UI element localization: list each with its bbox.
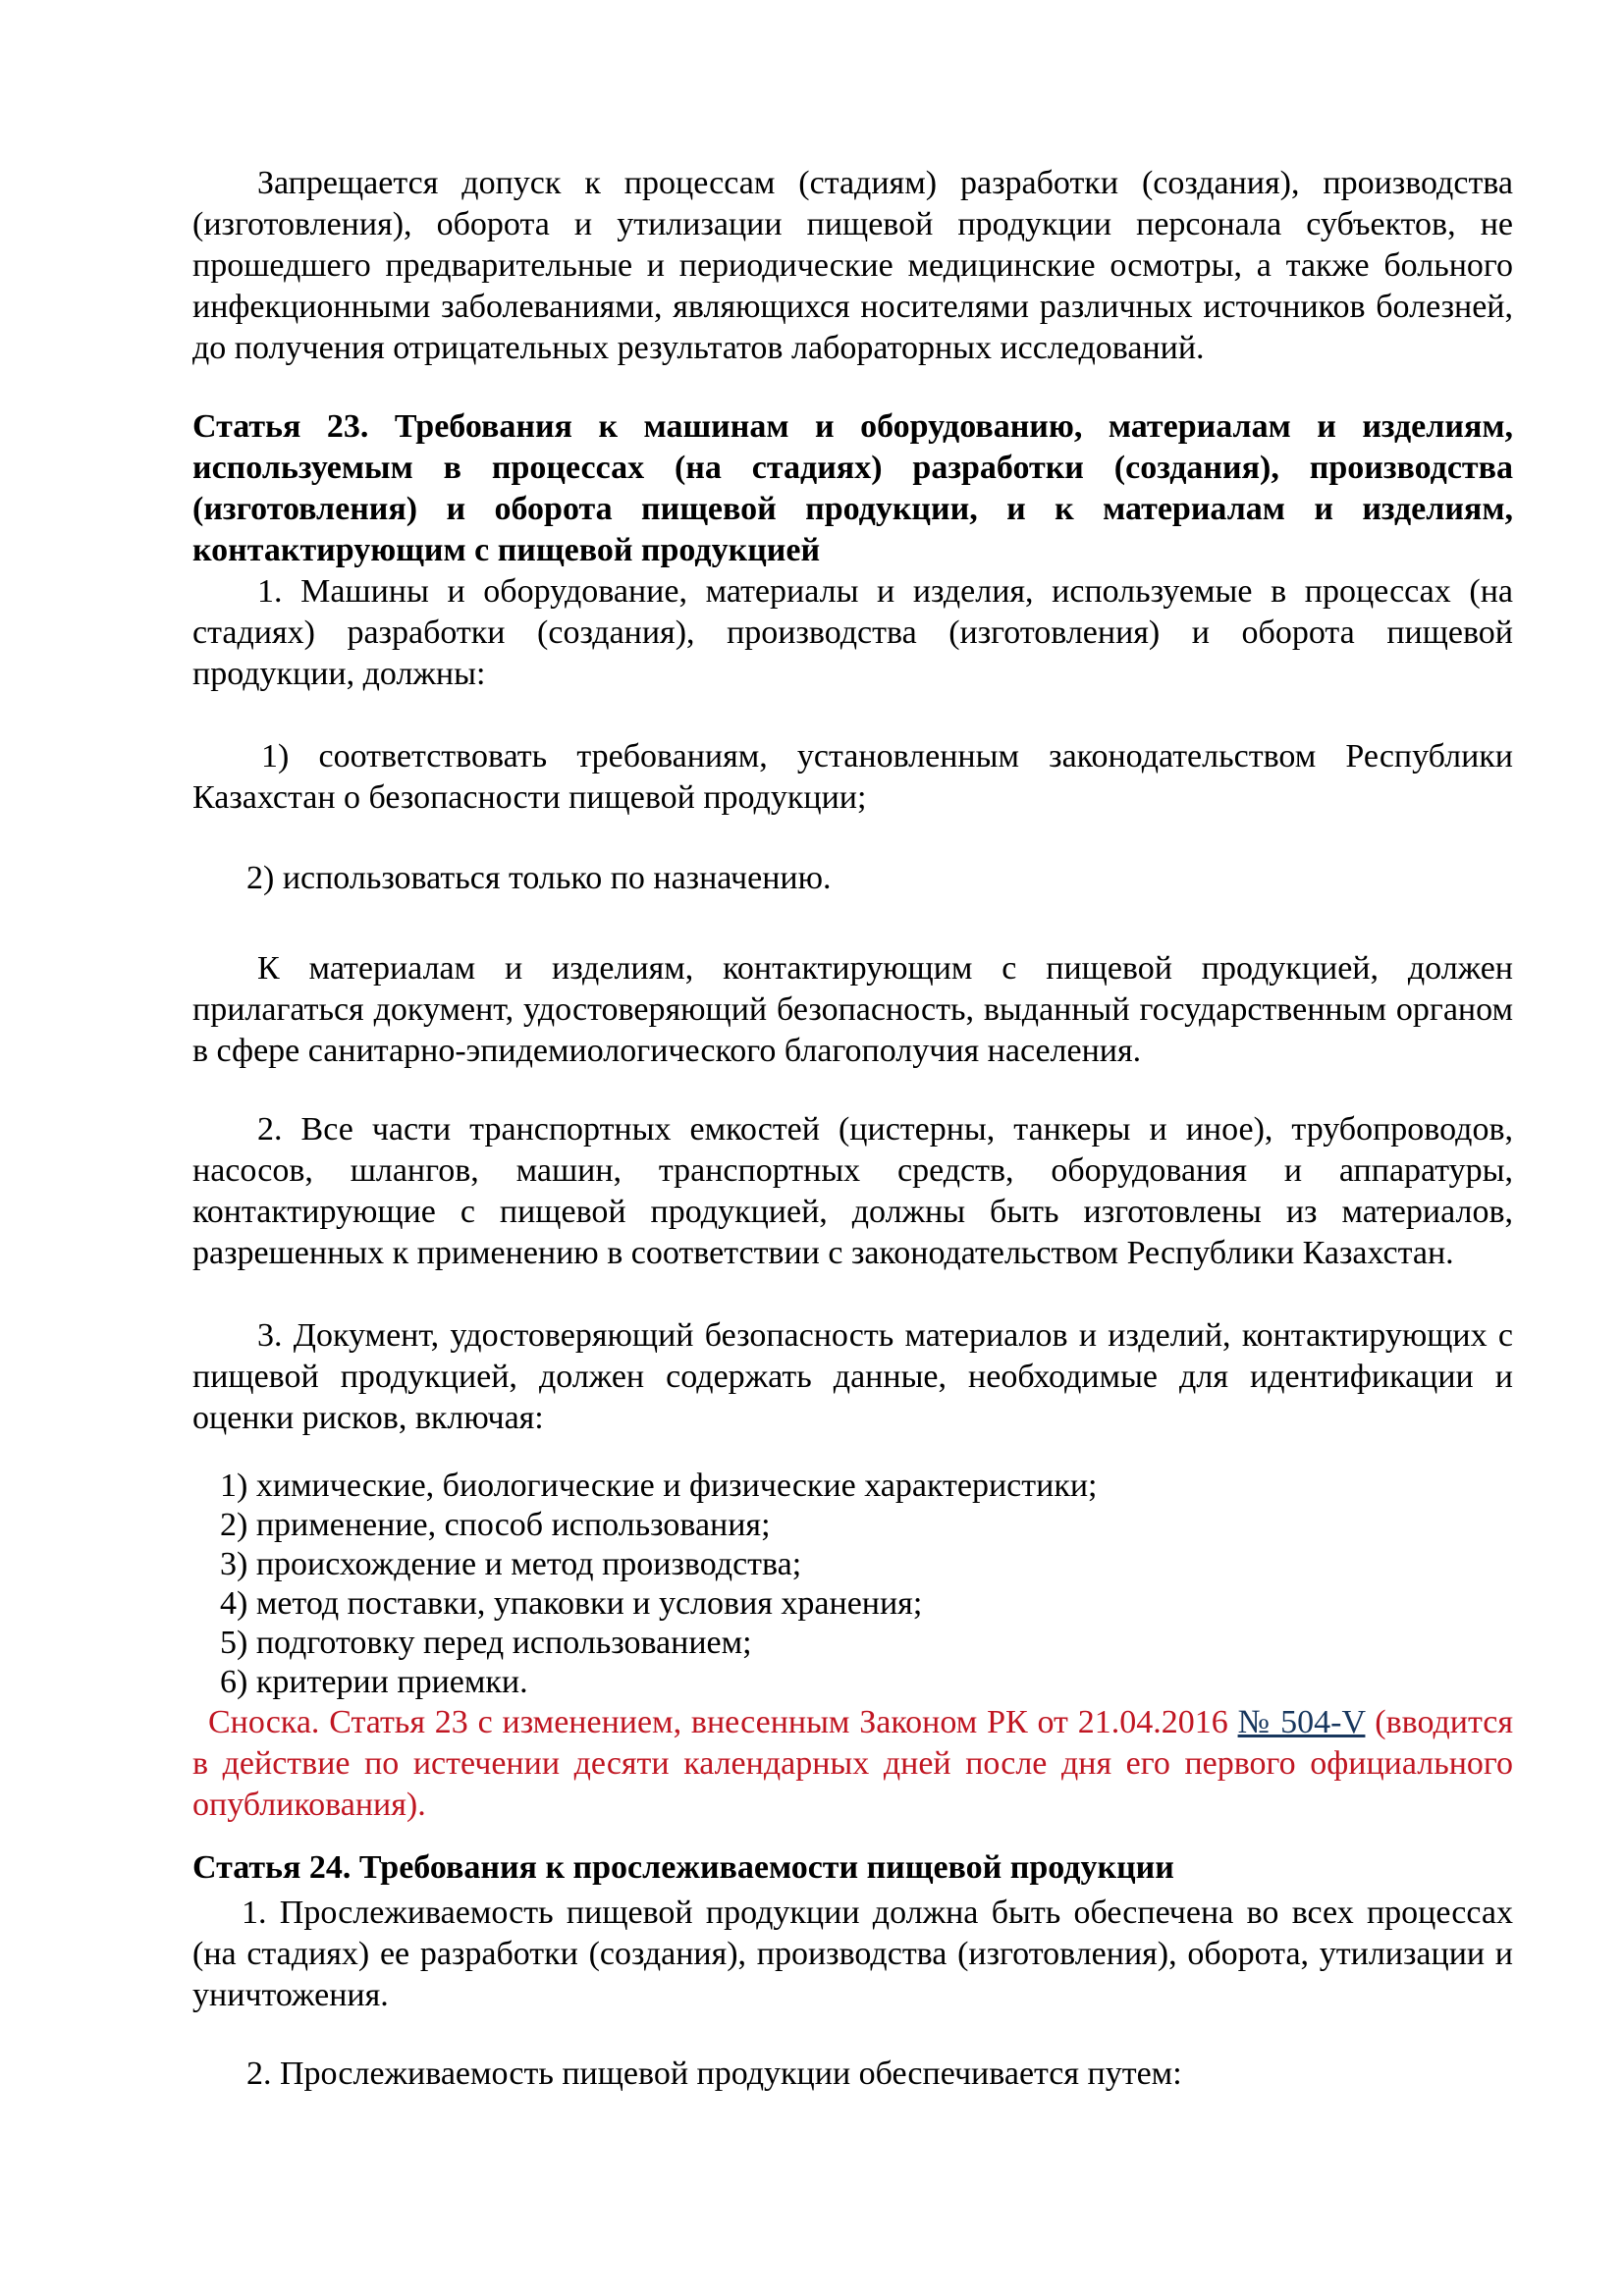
document-content xyxy=(192,163,1513,2095)
footnote-text-after-link: (вводится в действие по истечении десяти календарных дней после дня его первого официального опубликования). xyxy=(192,1704,1513,1823)
list-item: 6) критерии приемки. xyxy=(220,1664,528,1700)
list-item: 5) подготовку перед использованием; xyxy=(220,1625,752,1661)
article-23-subclause-2: 2) использоваться только по назначению. xyxy=(246,860,832,896)
article-23-clause-2: 2. Все части транспортных емкостей (цистерны, танкеры и иное), трубопроводов, насосов, шлангов, машин, транспортных средств, оборудования и аппаратуры, контактирующие с пищевой продукцией, должны быть изготовлены из материалов, разрешенных к применению в соответствии с законодательством Республики Казахстан. xyxy=(192,1111,1513,1271)
article-24-clause-2: 2. Прослеживаемость пищевой продукции обеспечивается путем: xyxy=(246,2056,1182,2092)
intro-paragraph: Запрещается допуск к процессам (стадиям) разработки (создания), производства (изготовления), оборота и утилизации пищевой продукции персонала субъектов, не прошедшего предварительные и периодические медицинские осмотры, а также больного инфекционными заболеваниями, являющихся носителями различных источников болезней, до получения отрицательных результатов лабораторных исследований. xyxy=(192,165,1513,366)
law-504-v-link[interactable]: № 504-V xyxy=(1237,1704,1366,1740)
list-item: 2) применение, способ использования; xyxy=(220,1507,771,1543)
article-23-clause-3: 3. Документ, удостоверяющий безопасность материалов и изделий, контактирующих с пищевой продукцией, должен содержать данные, необходимые для идентификации и оценки рисков, включая: xyxy=(192,1317,1513,1436)
article-23-clause-1: 1. Машины и оборудование, материалы и изделия, используемые в процессах (на стадиях) разработки (создания), производства (изготовления) и оборота пищевой продукции, должны: xyxy=(192,573,1513,692)
article-23-heading: Статья 23. Требования к машинам и оборудованию, материалам и изделиям, используемым в процессах (на стадиях) разработки (создания), производства (изготовления) и оборота пищевой продукции, и к материалам и изделиям, контактирующим с пищевой продукцией xyxy=(192,408,1513,568)
list-item: 3) происхождение и метод производства; xyxy=(220,1546,802,1582)
article-24-heading: Статья 24. Требования к прослеживаемости пищевой продукции xyxy=(192,1849,1174,1886)
footnote-text-before-link: Сноска. Статья 23 с изменением, внесенным Законом РК от 21.04.2016 xyxy=(208,1704,1238,1740)
list-item: 4) метод поставки, упаковки и условия хранения; xyxy=(220,1585,923,1622)
article-24-clause-1: 1. Прослеживаемость пищевой продукции должна быть обеспечена во всех процессах (на стадиях) ее разработки (создания), производства (изготовления), оборота, утилизации и уничтожения. xyxy=(192,1895,1513,2013)
article-23-subclause-1: 1) соответствовать требованиям, установленным законодательством Республики Казахстан о безопасности пищевой продукции; xyxy=(192,738,1513,816)
list-item: 1) химические, биологические и физические характеристики; xyxy=(220,1468,1098,1504)
article-23-data-list xyxy=(192,1467,1513,1702)
article-23-amendment-footnote xyxy=(192,1702,1513,1826)
article-23-materials-paragraph: К материалам и изделиям, контактирующим с пищевой продукцией, должен прилагаться документ, удостоверяющий безопасность, выданный государственным органом в сфере санитарно-эпидемиологического благополучия населения. xyxy=(192,950,1513,1069)
